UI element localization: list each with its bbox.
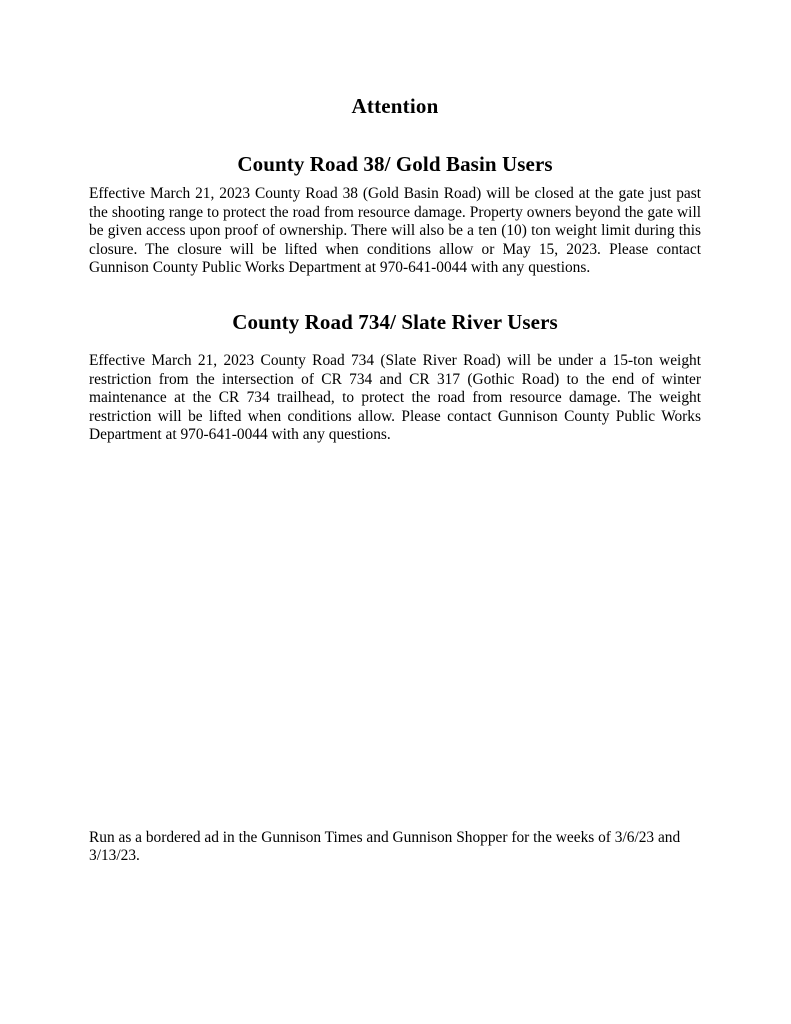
- notice-section-county-road-38: [89, 118, 701, 277]
- section-heading-county-road-38: County Road 38/ Gold Basin Users: [237, 152, 553, 177]
- document-content: [89, 0, 701, 444]
- section-body-county-road-38: Effective March 21, 2023 County Road 38 (Gold Basin Road) will be closed at the gate just past the shooting range to protect the road from resource damage. Property owners beyond the gate will be given access upon proof of ownership. There will also be a ten (10) ton weight limit during this closure. The closure will be lifted when conditions allow or May 15, 2023. Please contact Gunnison County Public Works Department at 970-641-0044 with any questions.: [89, 185, 701, 276]
- footer-note: Run as a bordered ad in the Gunnison Times and Gunnison Shopper for the weeks of 3/6/23 and 3/13/23.: [89, 829, 681, 865]
- page-title: Attention: [351, 94, 439, 118]
- section-heading-county-road-734: County Road 734/ Slate River Users: [232, 310, 558, 335]
- section-body-county-road-734: Effective March 21, 2023 County Road 734 (Slate River Road) will be under a 15-ton weight restriction from the intersection of CR 734 and CR 317 (Gothic Road) to the end of winter maintenance at the CR 734 trailhead, to protect the road from resource damage. The weight restriction will be lifted when conditions allow. Please contact Gunnison County Public Works Department at 970-641-0044 with any questions.: [89, 352, 701, 444]
- notice-section-county-road-734: [89, 277, 701, 444]
